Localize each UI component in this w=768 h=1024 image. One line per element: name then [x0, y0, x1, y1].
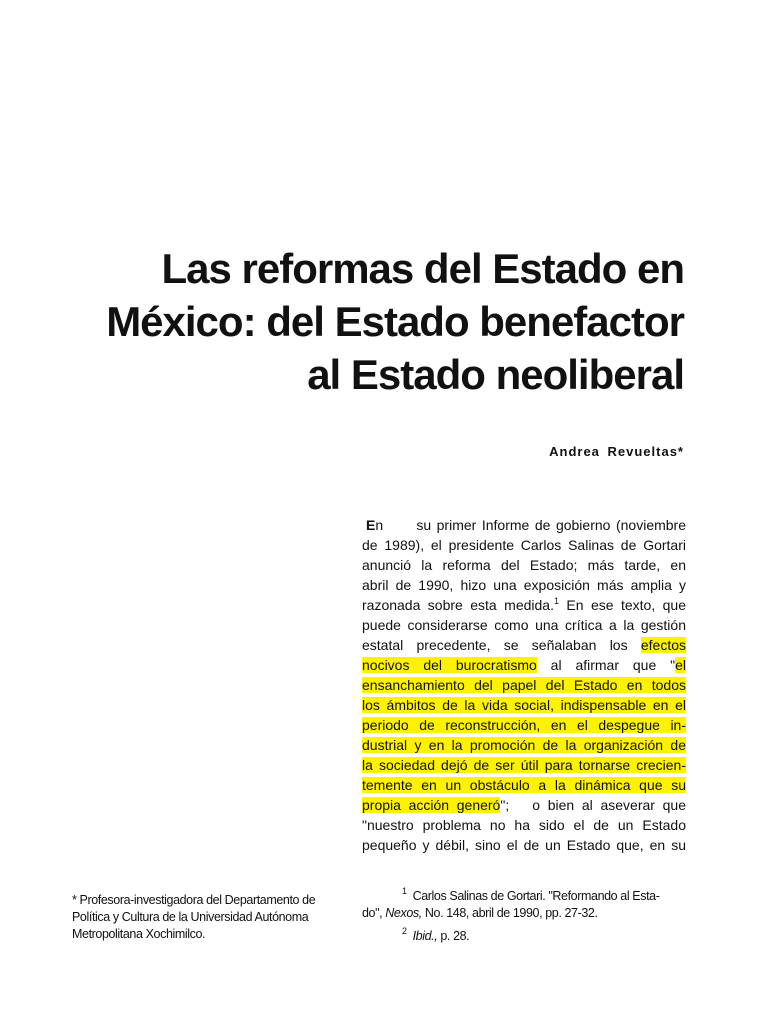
footnote-text: No. 148, abril de 1990, pp. 27-32. — [421, 906, 598, 920]
body-line — [362, 735, 686, 755]
body-line — [362, 515, 686, 535]
article-body — [362, 515, 686, 855]
highlighted-text: efectos — [640, 637, 686, 653]
author-affiliation — [72, 892, 342, 943]
footnote-text: Carlos Salinas de Gortari. "Reformando al Esta- — [412, 889, 660, 903]
body-line — [362, 715, 686, 735]
footnote-mark: 1 — [402, 886, 407, 896]
drop-cap: E — [366, 517, 376, 533]
body-line — [362, 635, 686, 655]
body-line — [362, 795, 686, 815]
body-text: estatal precedente, se señalaban los — [362, 637, 641, 653]
body-line: pequeño y débil, sino el de un Estado que, en su — [362, 837, 686, 853]
author-name: Andrea Revueltas* — [549, 444, 684, 459]
body-line: de 1989), el presidente Carlos Salinas de Gortari — [362, 537, 686, 553]
highlighted-text: periodo de reconstrucción, en el despegue in- — [362, 717, 686, 733]
body-line — [362, 595, 686, 615]
highlighted-text: los ámbitos de la vida social, indispensable en el — [362, 697, 686, 713]
body-text: "; o bien al aseverar que — [500, 797, 686, 813]
body-line: anunció la reforma del Estado; más tarde, en — [362, 557, 686, 573]
highlighted-text: el — [675, 657, 686, 673]
highlighted-text: dustrial y en la promoción de la organización de — [362, 737, 686, 753]
body-text: razonada sobre esta medida. — [362, 597, 554, 613]
body-text: al afirmar que " — [536, 657, 676, 673]
footnote-text: do", — [362, 906, 386, 920]
body-line — [362, 655, 686, 675]
body-line — [362, 755, 686, 775]
footnote-2 — [362, 928, 686, 945]
highlighted-text: la sociedad dejó de ser útil para tornarse crecien- — [362, 757, 686, 773]
body-line — [362, 675, 686, 695]
body-line — [362, 695, 686, 715]
body-text: n su primer Informe de gobierno (noviembre — [375, 517, 686, 533]
footnote-ref-1: 1 — [553, 596, 559, 606]
affiliation-line: Metropolitana Xochimilco. — [72, 927, 206, 941]
footnote-1-cont — [362, 905, 686, 922]
highlighted-text: temente en un obstáculo a la dinámica que su — [362, 777, 686, 793]
highlighted-text: ensanchamiento del papel del Estado en todos — [362, 677, 686, 693]
highlighted-text: propia acción generó — [362, 797, 501, 813]
affiliation-line: * Profesora-investigadora del Departamento de — [72, 893, 316, 907]
title-line-3: al Estado neoliberal — [307, 351, 684, 398]
body-line — [362, 775, 686, 795]
body-line: abril de 1990, hizo una exposición más amplia y — [362, 577, 686, 593]
footnote-1 — [362, 888, 686, 905]
footnote-mark: 2 — [402, 926, 407, 936]
body-line: puede considerarse como una crítica a la gestión — [362, 617, 686, 633]
highlighted-text: nocivos del burocratismo — [362, 657, 537, 673]
journal-name: Nexos, — [385, 906, 422, 920]
affiliation-line: Política y Cultura de la Universidad Autónoma — [72, 910, 309, 924]
title-line-2: México: del Estado benefactor — [106, 298, 684, 345]
footnotes — [362, 888, 686, 945]
ibid-text: Ibid., — [412, 929, 438, 943]
body-line: "nuestro problema no ha sido el de un Estado — [362, 817, 686, 833]
body-text: En ese texto, que — [558, 597, 686, 613]
footnote-text: p. 28. — [437, 929, 470, 943]
title-line-1: Las reformas del Estado en — [161, 245, 684, 292]
article-title — [64, 242, 684, 401]
